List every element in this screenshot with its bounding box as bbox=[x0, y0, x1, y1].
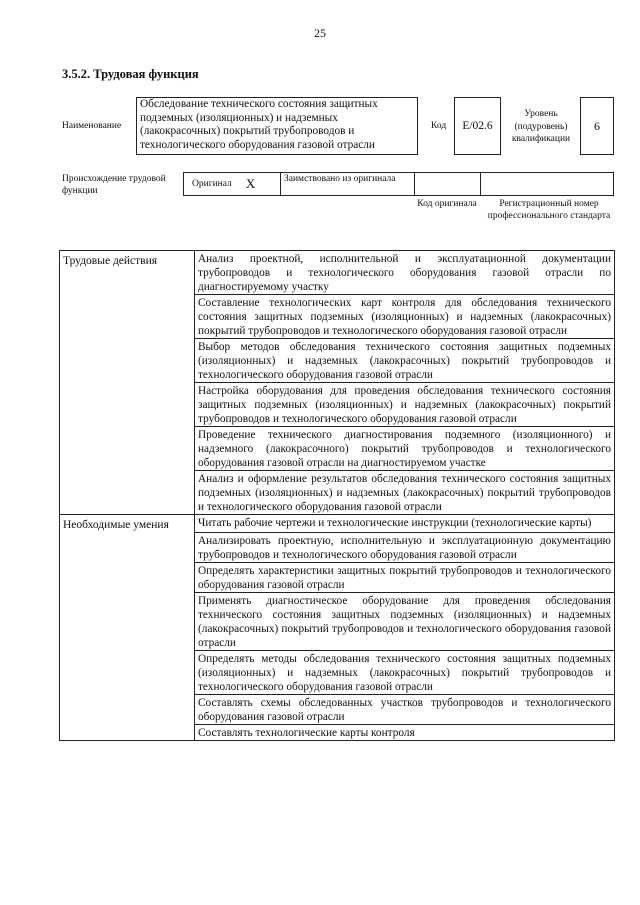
function-item: Читать рабочие чертежи и технологические инструкции (технологические карты) bbox=[195, 515, 615, 533]
table-row bbox=[60, 427, 615, 471]
table-row bbox=[60, 724, 615, 740]
table-row bbox=[60, 650, 615, 694]
table-row bbox=[60, 339, 615, 383]
qualification-level-label: Уровень (подуровень) квалификации bbox=[511, 109, 571, 144]
function-item: Анализ проектной, исполнительной и эксплуатационной документации трубопроводов и технологического оборудования газовой отрасли по диагностируемому участку bbox=[195, 251, 615, 295]
category-cell bbox=[60, 339, 195, 383]
table-row bbox=[60, 592, 615, 650]
category-cell bbox=[60, 471, 195, 515]
function-item: Определять характеристики защитных покрытий трубопроводов и технологического оборудования газовой отрасли bbox=[195, 562, 615, 592]
function-item: Анализ и оформление результатов обследования технического состояния защитных подземных (изоляционных) и надземных (лакокрасочных) покрытий трубопроводов и технологического оборудования газовой отрасли bbox=[195, 471, 615, 515]
function-name-box: Обследование технического состояния защитных подземных (изоляционных) и надземных (лакокрасочных) покрытий трубопроводов и технологического оборудования газовой отрасли bbox=[136, 97, 418, 155]
category-cell bbox=[60, 650, 195, 694]
category-cell bbox=[60, 295, 195, 339]
table-row bbox=[60, 515, 615, 533]
function-table bbox=[59, 250, 615, 741]
original-label: Оригинал bbox=[192, 179, 232, 189]
original-cell bbox=[183, 172, 281, 196]
table-row bbox=[60, 694, 615, 724]
category-cell bbox=[60, 592, 195, 650]
code-label: Код bbox=[431, 121, 447, 131]
category-cell bbox=[60, 427, 195, 471]
original-mark: X bbox=[245, 176, 256, 191]
origin-label: Происхождение трудовой функции bbox=[62, 174, 166, 196]
category-cell bbox=[60, 383, 195, 427]
function-item: Составление технологических карт контроля для обследования технического состояния защитных подземных (изоляционных) и надземных (лакокрасочных) покрытий трубопроводов и технологического оборудования газовой отрасли bbox=[195, 295, 615, 339]
registration-number-caption: Регистрационный номер профессионального стандарта bbox=[487, 199, 611, 221]
borrowed-cell: Заимствовано из оригинала bbox=[280, 172, 415, 196]
function-item: Составлять технологические карты контроля bbox=[195, 724, 615, 740]
name-label: Наименование bbox=[62, 121, 122, 131]
page-number: 25 bbox=[314, 26, 326, 40]
function-item: Применять диагностическое оборудование для проведения обследования технического состояния защитных подземных (изоляционных) и надземных (лакокрасочных) покрытий трубопроводов и технологического оборудования газовой отрасли bbox=[195, 592, 615, 650]
table-row bbox=[60, 532, 615, 562]
origin-row bbox=[183, 172, 614, 196]
table-row bbox=[60, 251, 615, 295]
function-item: Проведение технического диагностирования подземного (изоляционного) и надземного (лакокрасочного) покрытий трубопроводов и технологического оборудования газовой отрасли на диагностируемом участке bbox=[195, 427, 615, 471]
category-cell bbox=[60, 532, 195, 562]
table-row bbox=[60, 383, 615, 427]
qualification-level-box: 6 bbox=[580, 97, 614, 155]
category-cell bbox=[60, 724, 195, 740]
table-row bbox=[60, 295, 615, 339]
function-item: Выбор методов обследования технического состояния защитных подземных (изоляционных) и надземных (лакокрасочных) покрытий трубопроводов и технологического оборудования газовой отрасли bbox=[195, 339, 615, 383]
function-item: Анализировать проектную, исполнительную и эксплуатационную документацию трубопроводов и технологического оборудования газовой отрасли bbox=[195, 532, 615, 562]
section-title: 3.5.2. Трудовая функция bbox=[62, 67, 199, 81]
code-value-box: E/02.6 bbox=[454, 97, 501, 155]
category-label: Трудовые действия bbox=[60, 251, 195, 295]
original-code-caption: Код оригинала bbox=[417, 199, 477, 209]
category-cell bbox=[60, 562, 195, 592]
function-item: Настройка оборудования для проведения обследования технического состояния защитных подземных (изоляционных) и надземных (лакокрасочных) покрытий трубопроводов и технологического оборудования газовой отрасли bbox=[195, 383, 615, 427]
category-label: Необходимые умения bbox=[60, 515, 195, 533]
function-item: Определять методы обследования технического состояния защитных подземных (изоляционных) и надземных (лакокрасочных) покрытий трубопроводов и технологического оборудования газовой отрасли bbox=[195, 650, 615, 694]
table-row bbox=[60, 471, 615, 515]
registration-number-cell bbox=[480, 172, 614, 196]
category-cell bbox=[60, 694, 195, 724]
function-item: Составлять схемы обследованных участков трубопроводов и технологического оборудования газовой отрасли bbox=[195, 694, 615, 724]
original-code-cell bbox=[414, 172, 481, 196]
table-row bbox=[60, 562, 615, 592]
